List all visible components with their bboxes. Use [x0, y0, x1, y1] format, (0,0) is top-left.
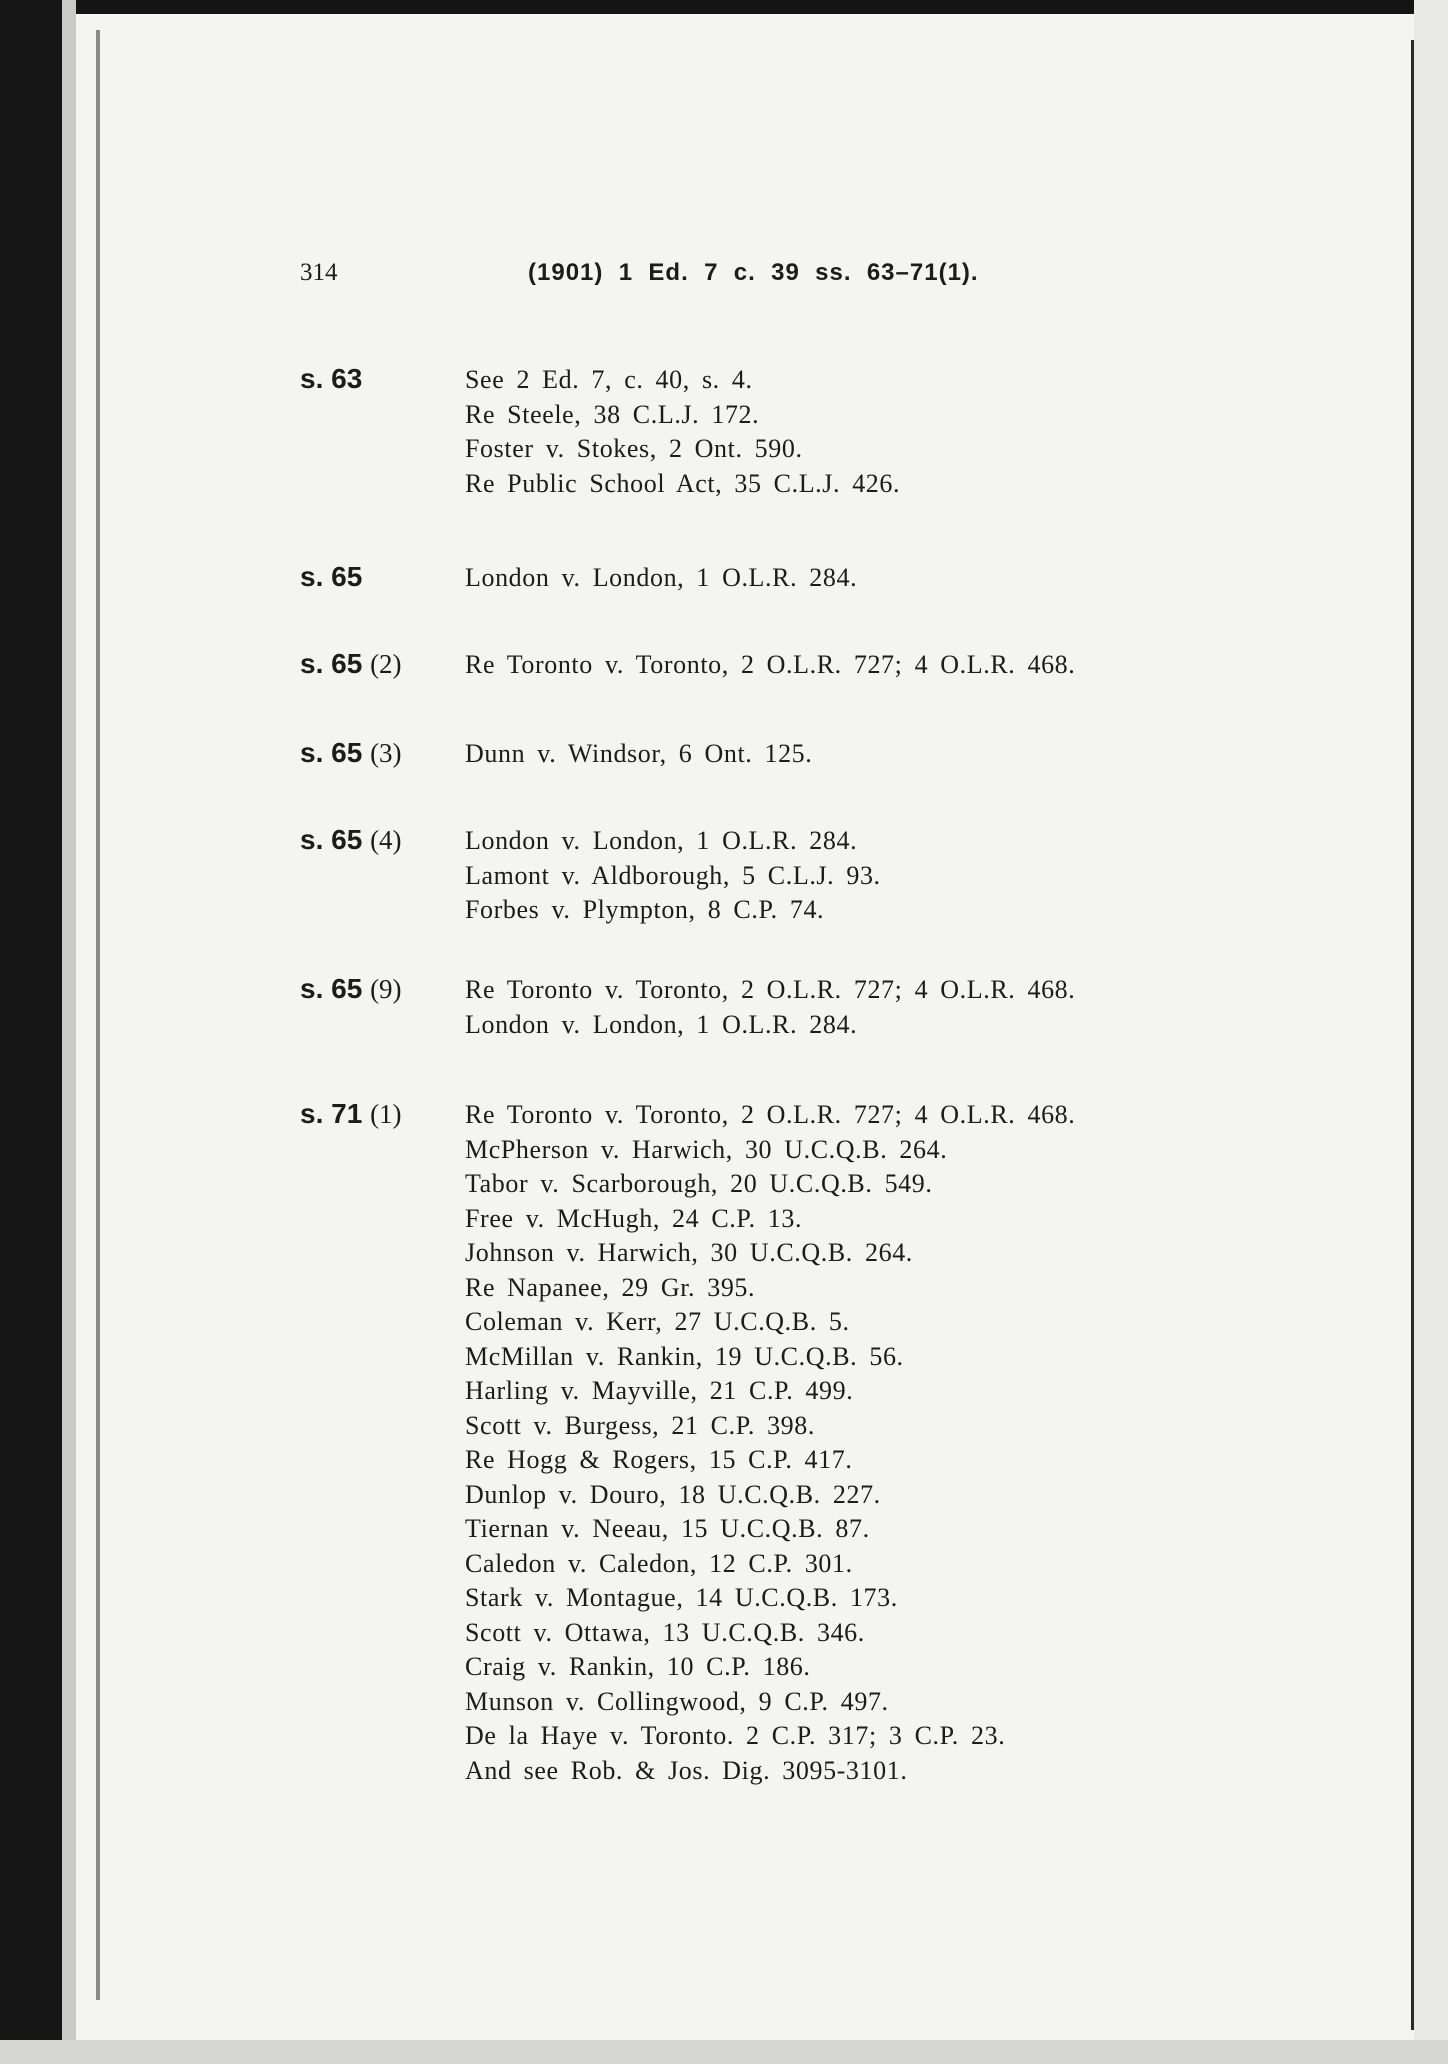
case-citation: London v. London, 1 O.L.R. 284.	[465, 826, 858, 855]
case-citation-list	[465, 648, 1075, 683]
case-citation: See 2 Ed. 7, c. 40, s. 4.	[465, 365, 753, 394]
case-citation: Re Toronto v. Toronto, 2 O.L.R. 727; 4 O.L.R. 468.	[465, 650, 1076, 679]
case-citation: Scott v. Ottawa, 13 U.C.Q.B. 346.	[465, 1617, 865, 1647]
section-number: s. 65	[300, 561, 363, 592]
section-number: s. 71	[300, 1098, 363, 1129]
subsection-number: (2)	[370, 649, 402, 679]
subsection-number: (3)	[370, 738, 402, 768]
section-number: s. 65	[300, 737, 363, 768]
case-citation: Munson v. Collingwood, 9 C.P. 497.	[465, 1686, 889, 1716]
case-citation: Re Hogg & Rogers, 15 C.P. 417.	[465, 1445, 853, 1474]
section-label	[300, 561, 450, 593]
case-citation: Stark v. Montague, 14 U.C.Q.B. 173.	[465, 1583, 898, 1612]
case-citation: Caledon v. Caledon, 12 C.P. 301.	[465, 1548, 853, 1578]
section-label	[300, 648, 450, 680]
subsection-number: (1)	[370, 1099, 402, 1129]
page-number: 314	[300, 259, 338, 286]
case-citation: Re Napanee, 29 Gr. 395.	[465, 1272, 756, 1302]
case-citation: Tabor v. Scarborough, 20 U.C.Q.B. 549.	[465, 1169, 933, 1198]
section-label	[300, 824, 450, 856]
case-citation: Dunlop v. Douro, 18 U.C.Q.B. 227.	[465, 1479, 881, 1509]
case-citation: Tiernan v. Neeau, 15 U.C.Q.B. 87.	[465, 1514, 870, 1543]
case-citation: Re Toronto v. Toronto, 2 O.L.R. 727; 4 O.L.R. 468.	[465, 1100, 1076, 1129]
case-citation: Craig v. Rankin, 10 C.P. 186.	[465, 1652, 811, 1681]
case-citation: Re Steele, 38 C.L.J. 172.	[465, 399, 760, 429]
case-citation: Re Public School Act, 35 C.L.J. 426.	[465, 468, 901, 498]
case-citation-list	[465, 973, 1075, 1042]
section-label	[300, 1098, 450, 1130]
case-citation-list	[465, 1098, 1075, 1788]
case-citation: McPherson v. Harwich, 30 U.C.Q.B. 264.	[465, 1134, 948, 1164]
statute-citation-heading: (1901) 1 Ed. 7 c. 39 ss. 63–71(1).	[528, 259, 979, 286]
case-citation: Harling v. Mayville, 21 C.P. 499.	[465, 1376, 854, 1405]
case-citation: Lamont v. Aldborough, 5 C.L.J. 93.	[465, 860, 881, 890]
case-citation-list	[465, 737, 812, 772]
case-citation: Forbes v. Plympton, 8 C.P. 74.	[465, 895, 825, 924]
case-citation: Dunn v. Windsor, 6 Ont. 125.	[465, 739, 813, 768]
case-citation: De la Haye v. Toronto. 2 C.P. 317; 3 C.P. 23.	[465, 1721, 1006, 1750]
case-citation: Re Toronto v. Toronto, 2 O.L.R. 727; 4 O.L.R. 468.	[465, 975, 1076, 1004]
case-citation-list	[465, 824, 881, 928]
case-citation: And see Rob. & Jos. Dig. 3095-3101.	[465, 1755, 908, 1785]
section-label	[300, 363, 450, 395]
section-label	[300, 973, 450, 1005]
case-citation: Free v. McHugh, 24 C.P. 13.	[465, 1203, 803, 1233]
subsection-number: (9)	[370, 974, 402, 1004]
section-number: s. 65	[300, 973, 363, 1004]
case-citation-list	[465, 363, 900, 501]
section-number: s. 63	[300, 363, 363, 394]
case-citation: London v. London, 1 O.L.R. 284.	[465, 563, 858, 592]
running-head	[300, 259, 1080, 299]
case-citation: Coleman v. Kerr, 27 U.C.Q.B. 5.	[465, 1307, 850, 1336]
case-citation-list	[465, 561, 857, 596]
case-citation: London v. London, 1 O.L.R. 284.	[465, 1009, 858, 1039]
case-citation: Scott v. Burgess, 21 C.P. 398.	[465, 1410, 815, 1440]
section-number: s. 65	[300, 648, 363, 679]
case-citation: Johnson v. Harwich, 30 U.C.Q.B. 264.	[465, 1238, 913, 1267]
section-label	[300, 737, 450, 769]
subsection-number: (4)	[370, 825, 402, 855]
case-citation: McMillan v. Rankin, 19 U.C.Q.B. 56.	[465, 1341, 904, 1371]
case-citation: Foster v. Stokes, 2 Ont. 590.	[465, 434, 803, 463]
section-number: s. 65	[300, 824, 363, 855]
